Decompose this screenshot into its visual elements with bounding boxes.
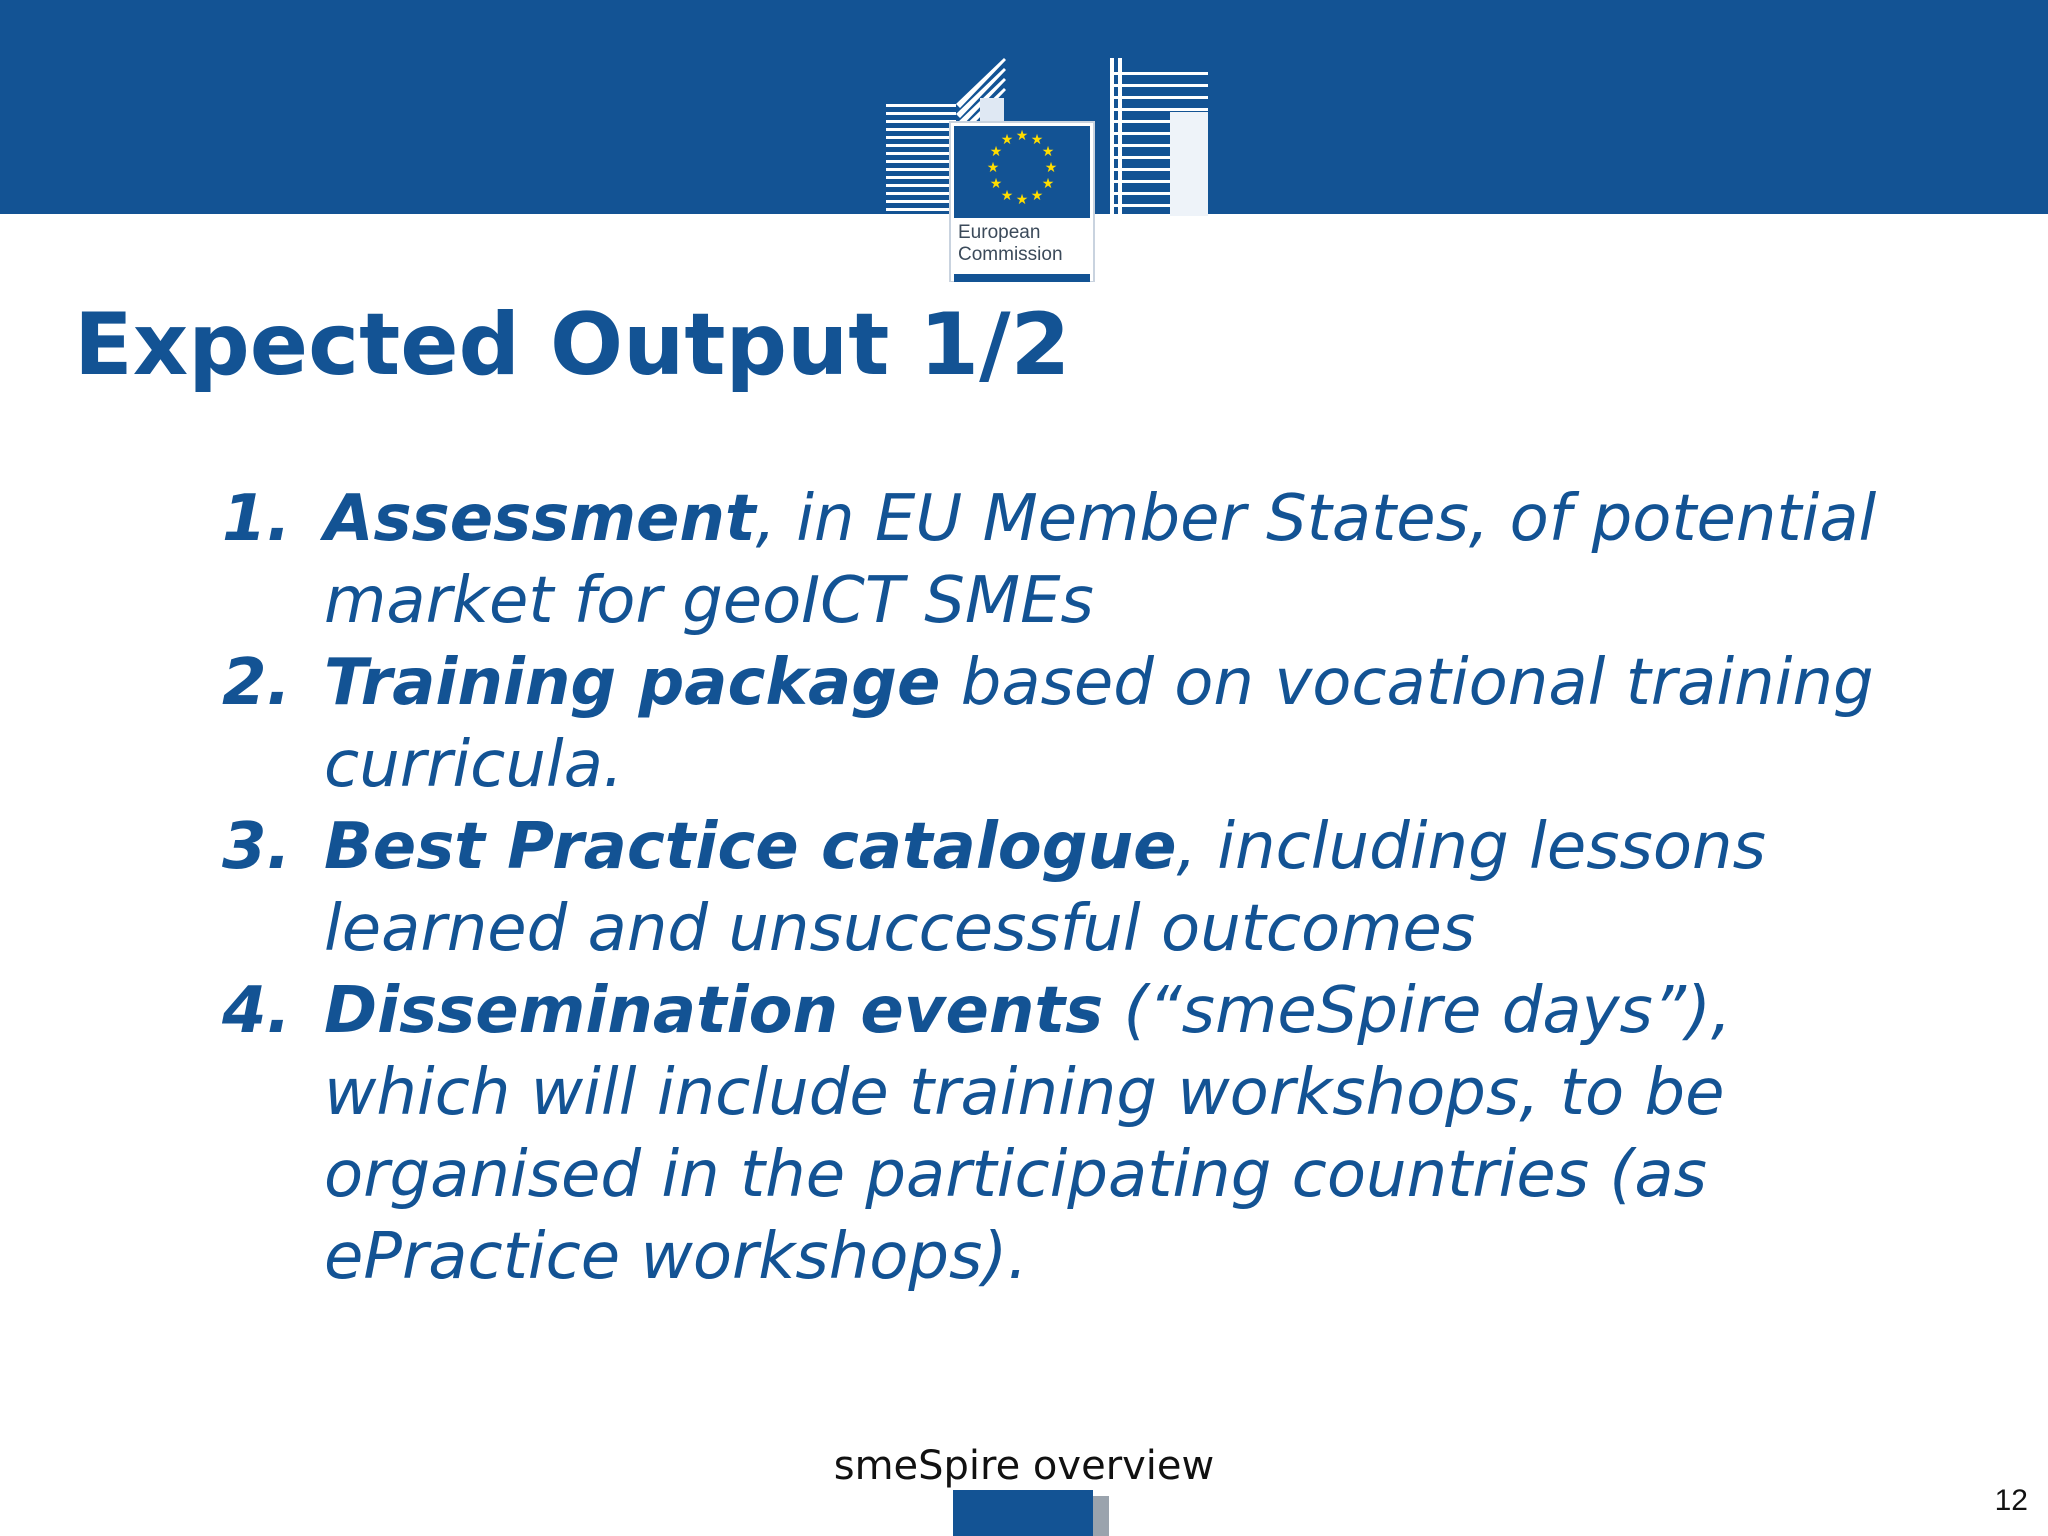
building-right-icon [1110, 58, 1208, 216]
item-number: 3. [222, 810, 291, 884]
logo-label-line2: Commission [958, 244, 1063, 265]
item-heading: Assessment [324, 482, 756, 556]
item-number: 2. [222, 646, 291, 720]
output-list [222, 478, 1922, 1298]
list-item [222, 806, 1922, 970]
item-number: 1. [222, 482, 291, 556]
svg-text:★: ★ [1041, 144, 1055, 160]
list-item [222, 642, 1922, 806]
svg-text:★: ★ [1015, 192, 1029, 208]
svg-text:★: ★ [1000, 188, 1014, 204]
item-number: 4. [222, 974, 291, 1048]
svg-text:★: ★ [1030, 188, 1044, 204]
item-heading: Training package [324, 646, 941, 720]
svg-text:★: ★ [1000, 132, 1014, 148]
svg-text:★: ★ [1044, 160, 1058, 176]
item-heading: Best Practice catalogue [324, 810, 1177, 884]
item-text: , in EU Member States, of potential market for geoICT SMEs [324, 482, 1877, 638]
svg-text:★: ★ [989, 176, 1003, 192]
svg-text:★: ★ [1015, 128, 1029, 144]
svg-text:★: ★ [1030, 132, 1044, 148]
item-text: (“smeSpire days”), which will include training workshops, to be organised in the participating countries (as ePractice workshops). [324, 974, 1732, 1294]
footer-text: smeSpire overview [833, 1443, 1215, 1489]
list-item [222, 970, 1922, 1298]
footer-bar-shadow [1093, 1496, 1109, 1536]
item-heading: Dissemination events [324, 974, 1104, 1048]
european-commission-logo [880, 52, 1216, 282]
footer-bar [953, 1490, 1093, 1536]
list-item [222, 478, 1922, 642]
svg-text:★: ★ [1041, 176, 1055, 192]
slide-title: Expected Output 1/2 [74, 295, 1071, 395]
svg-text:★: ★ [986, 160, 1000, 176]
logo-label-line1: European [958, 222, 1041, 243]
page-number: 12 [1994, 1484, 2028, 1517]
item-text: based on vocational training curricula. [324, 646, 1874, 802]
item-text: , including lessons learned and unsuccessful outcomes [324, 810, 1766, 966]
svg-text:★: ★ [989, 144, 1003, 160]
